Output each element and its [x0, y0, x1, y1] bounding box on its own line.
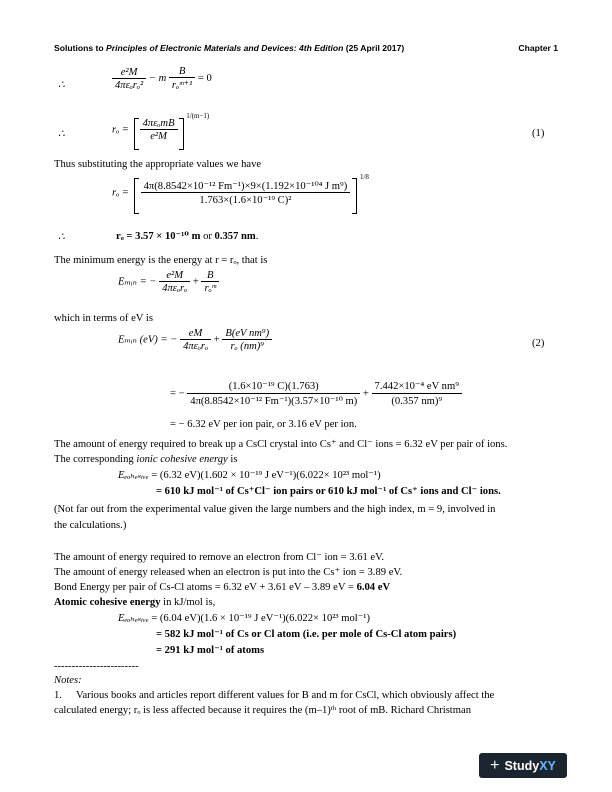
studyxy-logo	[479, 753, 567, 778]
plus-icon: +	[490, 756, 500, 774]
logo-word: Study	[504, 758, 540, 773]
ecohesive-equation-2: Eₑₒₕₑₛᵢᵥₑ = (6.04 eV)(1.6 × 10⁻¹⁹ J eV⁻¹)(6.022× 10²³ mol⁻¹)	[118, 613, 371, 624]
fraction-repulsion: $\frac{B}{\text{rₒᵐ⁺¹}}$	[169, 66, 195, 91]
therefore-symbol-3: ∴	[58, 232, 65, 243]
note-1-line-1: Various books and articles report different values for B and m for CsCl, which obviously affect the	[76, 690, 495, 701]
ecohesive-result-2: = 582 kJ mol⁻¹ of Cs or Cl atom (i.e. per mole of Cs-Cl atom pairs)	[156, 629, 457, 640]
text-remove-electron: The amount of energy required to remove an electron from Cl⁻ ion = 3.61 eV.	[54, 552, 385, 563]
emin-fraction-2: $\frac{B}{\text{rₒᵐ}}$	[201, 270, 219, 294]
text-bond-energy: Bond Energy per pair of Cs-Cl atoms = 6.32 eV + 3.61 eV – 3.89 eV = 6.04 eV	[54, 582, 391, 593]
substitution-fraction: $\frac{\text{4π(8.8542×10⁻¹² Fm⁻¹)×9×(1.192×10⁻¹⁰⁴ J m⁹)}}{\text{1.763×(1.6×10⁻¹⁹ C)²}}$	[141, 180, 351, 206]
eq2-result: = − 6.32 eV per ion pair, or 3.16 eV per ion.	[170, 419, 357, 430]
equation-label-1: (1)	[532, 128, 545, 139]
text-release-electron: The amount of energy released when an electron is put into the Cs⁺ ion = 3.89 eV.	[54, 567, 403, 578]
eq2-numeric-fraction-1: $\frac{\text{(1.6×10⁻¹⁹ C)(1.763)}}{\text{4π(8.8542×10⁻¹² Fm⁻¹)(3.57×10⁻¹⁰ m)}}$	[187, 380, 360, 408]
eq2-numeric-fraction-2: $\frac{\text{7.442×10⁻⁴ eV nm⁹}}{\text{(0.357 nm)⁹}}$	[372, 380, 462, 408]
therefore-symbol-1: ∴	[58, 80, 65, 91]
text-note-line-2: the calculations.)	[54, 520, 127, 531]
notes-title: Notes:	[54, 675, 82, 686]
substitution-exponent: 1/8	[359, 173, 369, 182]
emin-equation: Eₘᵢₙ = − $\frac{\text{e²M}}{\text{4πεₒrₒ}}$ + $\frac{B}{\text{rₒᵐ}}$	[118, 270, 219, 294]
text-minimum-energy: The minimum energy is the energy at r = rₒ, that is	[54, 255, 268, 266]
logo-suffix: XY	[539, 758, 556, 773]
fraction-attraction: $\frac{\text{e²M}}{\text{4πεₒrₒ²}}$	[112, 67, 146, 91]
ecohesive-result-1: = 610 kJ mol⁻¹ of Cs⁺Cl⁻ ion pairs or 610 kJ mol⁻¹ of Cs⁺ ions and Cl⁻ ions.	[156, 486, 501, 497]
result-r0: rₒ = 3.57 × 10⁻¹⁰ m or 0.357 nm.	[116, 231, 259, 242]
note-1-number: 1.	[54, 690, 62, 701]
text-ionic-cohesive: The corresponding ionic cohesive energy is	[54, 454, 238, 465]
substitution-equation: rₒ = $\frac{\text{4π(8.8542×10⁻¹² Fm⁻¹)×9×(1.192×10⁻¹⁰⁴ J m⁹)}}{\text{1.763×(1.6×10⁻¹⁹ C)²}}$ $^{1/8}$	[112, 180, 369, 206]
text-break-up: The amount of energy required to break up a CsCl crystal into Cs⁺ and Cl⁻ ions = 6.32 eV per pair of ions.	[54, 439, 508, 450]
eq1-fraction: $\frac{\text{4πεₒmB}}{\text{e²M}}$	[140, 118, 178, 142]
ecohesive-result-3: = 291 kJ mol⁻¹ of atoms	[156, 645, 265, 656]
eq2-numeric: = − $\frac{\text{(1.6×10⁻¹⁹ C)(1.763)}}{\text{4π(8.8542×10⁻¹² Fm⁻¹)(3.57×10⁻¹⁰ m)}}$ + $\frac{\text{7.442×10⁻⁴ eV nm⁹}}{\text{(0.357 nm)⁹}}$	[170, 380, 462, 408]
therefore-symbol-2: ∴	[58, 129, 65, 140]
equation-label-2: (2)	[532, 338, 545, 349]
equation-2: Eₘᵢₙ (eV) = − $\frac{eM}{\text{4πεₒrₒ}}$ + $\frac{\text{B(eV nm⁹)}}{\text{rₒ (nm)⁹}}$	[118, 328, 272, 352]
ecohesive-equation-1: Eₑₒₕₑₛᵢᵥₑ = (6.32 eV)(1.602 × 10⁻¹⁹ J eV⁻¹)(6.022× 10²³ mol⁻¹)	[118, 470, 381, 481]
separator-line: ------------------------	[54, 661, 139, 672]
note-1-line-2: calculated energy; rₒ is less affected because it requires the (m–1)ᵗʰ root of mB. Richard Christman	[54, 705, 471, 716]
text-atomic-cohesive: Atomic cohesive energy in kJ/mol is,	[54, 597, 216, 608]
equation-1: rₒ = $\frac{\text{4πεₒmB}}{\text{e²M}}$ $^{1/(m-1)}$	[112, 118, 209, 142]
emin-fraction-1: $\frac{\text{e²M}}{\text{4πεₒrₒ}}$	[159, 270, 190, 294]
eq2-fraction-2: $\frac{\text{B(eV nm⁹)}}{\text{rₒ (nm)⁹}}$	[222, 328, 272, 352]
text-substituting: Thus substituting the appropriate values we have	[54, 159, 262, 170]
eq1-exponent: 1/(m−1)	[186, 112, 210, 121]
eq2-fraction-1: $\frac{eM}{\text{4πεₒrₒ}}$	[180, 328, 211, 352]
text-in-ev: which in terms of eV is	[54, 313, 153, 324]
text-note-line-1: (Not far out from the experimental value given the large numbers and the high index, m = 9, involved in	[54, 504, 496, 515]
equilibrium-equation: $\frac{\text{e²M}}{\text{4πεₒrₒ²}}$ − m $\frac{B}{\text{rₒᵐ⁺¹}}$ = 0	[112, 66, 212, 91]
chapter-label: Chapter 1	[518, 43, 558, 53]
header-title: Solutions to Principles of Electronic Materials and Devices: 4th Edition (25 April 2017)	[54, 43, 405, 53]
